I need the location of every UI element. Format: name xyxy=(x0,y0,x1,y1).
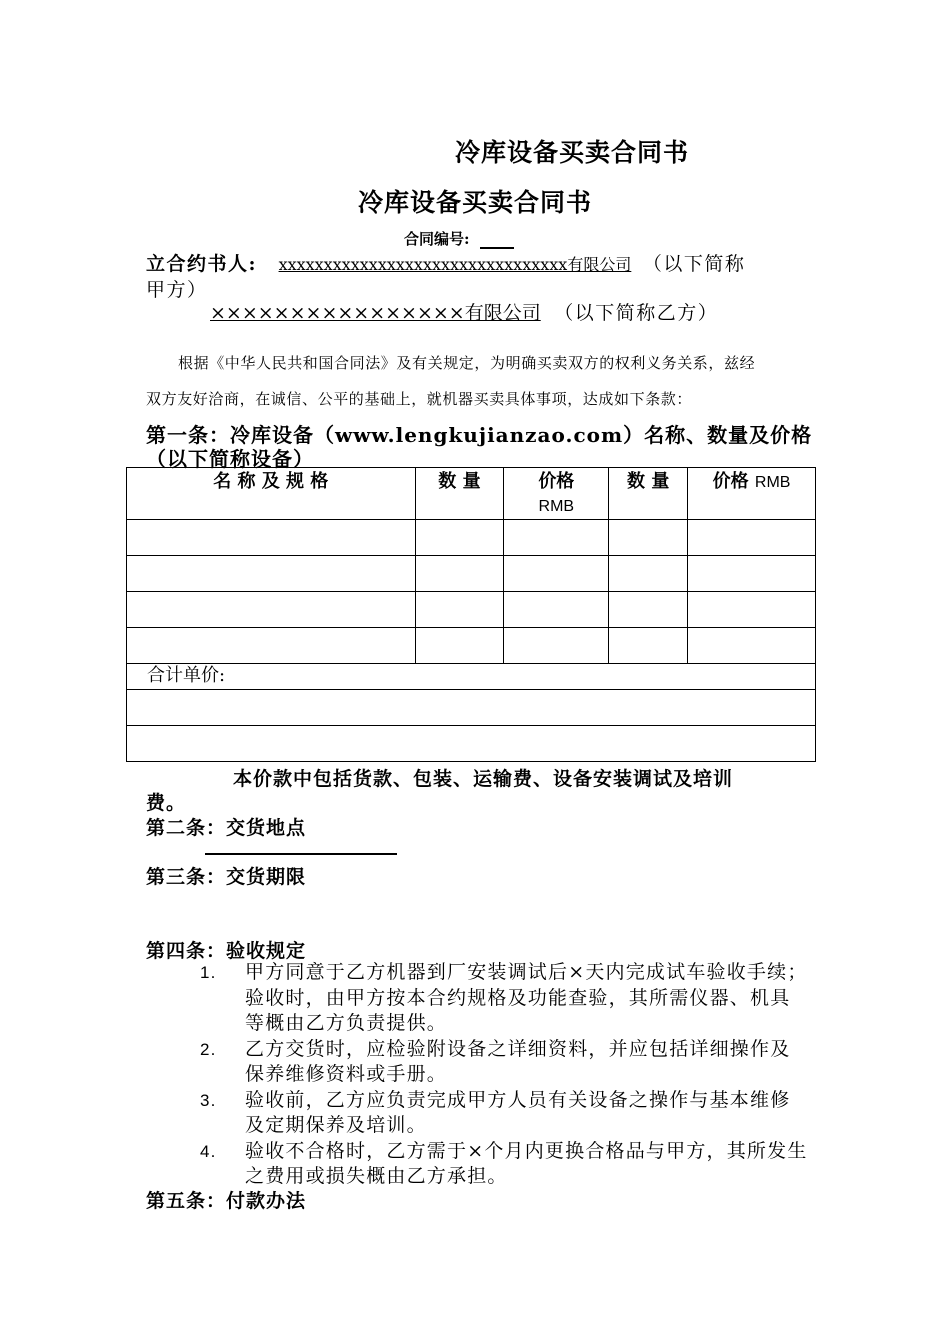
table-row xyxy=(127,690,816,726)
header-price-currency: RMB xyxy=(538,498,575,515)
list-item-text: 验收不合格时，乙方需于×个月内更换合格品与甲方，其所发生之费用或损失概由乙方承担。 xyxy=(245,1139,808,1187)
intro-line-1: 根据《中华人民共和国合同法》及有关规定，为明确买卖双方的权利义务关系，兹经 xyxy=(178,354,756,372)
article-2-heading xyxy=(146,813,306,840)
header-price-2-label: 价格 xyxy=(712,471,749,492)
article-5-heading xyxy=(146,1186,306,1213)
list-item-number: 2. xyxy=(200,1039,217,1059)
article-5-label: 第五条 xyxy=(146,1190,207,1212)
total-price-label: 合计单价: xyxy=(127,664,816,690)
article-3-title: ：交货期限 xyxy=(206,866,307,888)
table-header-row xyxy=(127,468,816,520)
header-title: 冷库设备买卖合同书 xyxy=(455,138,690,167)
article-2-label: 第二条 xyxy=(146,817,207,839)
list-item-text: 甲方同意于乙方机器到厂安装调试后×天内完成试车验收手续；验收时，由甲方按本合约规格及功能查验，其所需仪器、机具等概由乙方负责提供。 xyxy=(245,961,808,1034)
article-1-heading-cont: （以下简称设备） xyxy=(146,447,314,471)
article-3-heading xyxy=(146,862,306,889)
contract-number-label: 合同编号: xyxy=(404,230,470,248)
list-item-number: 4. xyxy=(200,1141,217,1161)
article-2-title: ：交货地点 xyxy=(206,817,307,839)
list-item-text: 乙方交货时，应检验附设备之详细资料，并应包括详细操作及保养维修资料或手册。 xyxy=(245,1037,791,1085)
header-price-label: 价格 xyxy=(538,471,575,492)
table-row xyxy=(127,520,816,556)
article-4-label: 第四条 xyxy=(146,940,207,962)
table-row xyxy=(127,628,816,664)
list-item xyxy=(200,1037,810,1088)
table-row xyxy=(127,556,816,592)
contract-number-blank xyxy=(480,233,514,249)
table-row xyxy=(127,726,816,762)
party-a-line xyxy=(146,249,745,276)
intro-line-2: 双方友好洽商，在诚信、公平的基础上，就机器买卖具体事项，达成如下条款： xyxy=(146,390,693,408)
equipment-table xyxy=(126,467,816,762)
article-4-heading xyxy=(146,936,306,963)
list-item xyxy=(200,960,810,1037)
list-item xyxy=(200,1088,810,1139)
delivery-location-blank xyxy=(205,853,397,855)
table-row xyxy=(127,592,816,628)
header-price-2-currency: RMB xyxy=(754,474,791,491)
contract-number xyxy=(404,228,514,249)
party-b-name: ××××××××××××××××有限公司 xyxy=(210,302,541,324)
party-a-name: xxxxxxxxxxxxxxxxxxxxxxxxxxxxxxxx有限公司 xyxy=(278,255,632,274)
party-a-suffix-line: 甲方） xyxy=(146,279,208,301)
list-item-number: 3. xyxy=(200,1090,217,1110)
header-quantity-2: 数 量 xyxy=(609,468,688,520)
table-total-row xyxy=(127,664,816,690)
header-quantity: 数 量 xyxy=(415,468,504,520)
page-title: 冷库设备买卖合同书 xyxy=(358,188,593,217)
party-b-line xyxy=(210,298,718,325)
list-item-number: 1. xyxy=(200,963,217,982)
party-b-suffix: （以下简称乙方） xyxy=(554,302,719,324)
header-price-2 xyxy=(688,468,816,520)
price-note-line-2: 费。 xyxy=(146,792,187,814)
acceptance-list xyxy=(200,960,810,1190)
header-name-spec: 名 称 及 规 格 xyxy=(127,468,416,520)
list-item xyxy=(200,1139,810,1190)
price-note-line-1: 本价款中包括货款、包装、运输费、设备安装调试及培训 xyxy=(233,768,734,790)
list-item-text: 验收前，乙方应负责完成甲方人员有关设备之操作与基本维修及定期保养及培训。 xyxy=(245,1088,791,1136)
party-label: 立合约书人: xyxy=(146,253,258,275)
header-price xyxy=(504,468,609,520)
article-4-title: ：验收规定 xyxy=(206,940,307,962)
party-a-suffix: （以下简称 xyxy=(642,253,746,275)
article-1-heading: 第一条：冷库设备（www.lengkujianzao.com）名称、数量及价格 xyxy=(146,423,813,447)
article-5-title: ：付款办法 xyxy=(206,1190,307,1212)
article-3-label: 第三条 xyxy=(146,866,207,888)
